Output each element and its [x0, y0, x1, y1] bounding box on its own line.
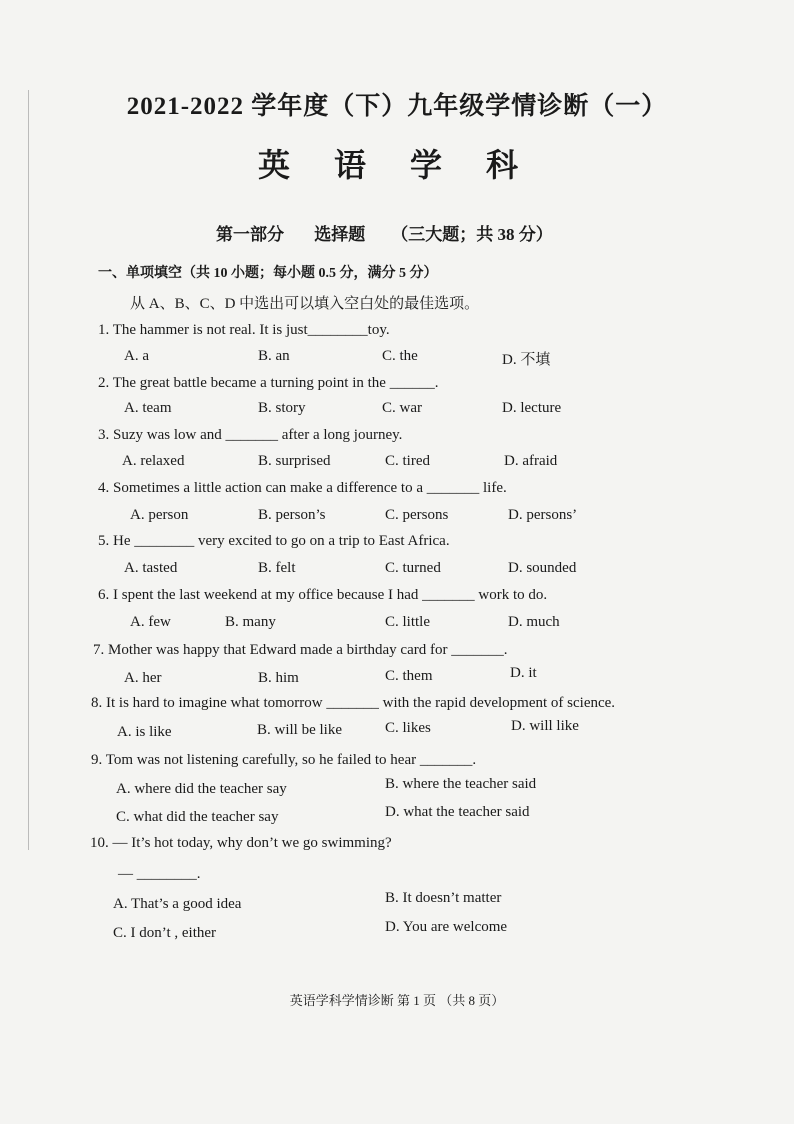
question-6-option-c: C. little	[385, 614, 430, 630]
question-7: 7. Mother was happy that Edward made a birthday card for _______.	[93, 642, 508, 658]
question-1: 1. The hammer is not real. It is just________toy.	[98, 322, 390, 338]
question-9-option-c: C. what did the teacher say	[116, 809, 279, 825]
question-4-option-b: B. person’s	[258, 507, 326, 523]
question-10-option-d: D. You are welcome	[385, 919, 508, 935]
question-7-option-d: D. it	[510, 665, 537, 681]
question-10-option-b: B. It doesn’t matter	[385, 890, 502, 906]
question-7-option-b: B. him	[258, 670, 299, 686]
question-5-option-d: D. sounded	[508, 560, 577, 576]
question-2-option-d: D. lecture	[502, 400, 562, 416]
question-7-option-c: C. them	[385, 668, 433, 684]
question-1-option-d: D. 不填	[502, 352, 551, 368]
question-5-option-c: C. turned	[385, 560, 441, 576]
question-8-option-b: B. will be like	[257, 722, 342, 738]
part-name: 第一部分	[216, 225, 284, 244]
question-9-option-d: D. what the teacher said	[385, 804, 530, 820]
question-4-option-a: A. person	[130, 507, 189, 523]
question-3-option-d: D. afraid	[504, 453, 558, 469]
part-info: （三大题；共 38 分）	[391, 225, 553, 244]
question-5-option-a: A. tasted	[124, 560, 178, 576]
part-type: 选择题	[314, 225, 366, 244]
section-instruction: 从 A、B、C、D 中选出可以填入空白处的最佳选项。	[130, 296, 480, 312]
question-3-option-b: B. surprised	[258, 453, 331, 469]
question-5: 5. He ________ very excited to go on a trip to East Africa.	[98, 533, 450, 549]
question-8: 8. It is hard to imagine what tomorrow _______ with the rapid development of science.	[91, 695, 616, 711]
question-10-option-c: C. I don’t , either	[113, 925, 217, 941]
question-3-option-c: C. tired	[385, 453, 430, 469]
question-6-option-b: B. many	[225, 614, 276, 630]
question-9: 9. Tom was not listening carefully, so he failed to hear _______.	[91, 752, 477, 768]
question-7-option-a: A. her	[124, 670, 162, 686]
question-2-option-c: C. war	[382, 400, 422, 416]
question-8-option-c: C. likes	[385, 720, 431, 736]
question-6-option-a: A. few	[130, 614, 171, 630]
question-3: 3. Suzy was low and _______ after a long journey.	[98, 427, 403, 443]
question-2: 2. The great battle became a turning point in the ______.	[98, 375, 439, 391]
question-10-option-a: A. That’s a good idea	[113, 896, 242, 912]
question-6-option-d: D. much	[508, 614, 560, 630]
part-heading	[216, 220, 553, 245]
question-1-option-a: A. a	[124, 348, 149, 364]
question-8-option-a: A. is like	[117, 724, 172, 740]
question-9-option-a: A. where did the teacher say	[116, 781, 287, 797]
page-footer: 英语学科学情诊断 第 1 页 （共 8 页）	[289, 993, 505, 1008]
question-3-option-a: A. relaxed	[122, 453, 185, 469]
question-2-option-b: B. story	[258, 400, 306, 416]
question-10-reply: — ________.	[118, 866, 201, 882]
question-6: 6. I spent the last weekend at my office because I had _______ work to do.	[98, 587, 548, 603]
question-4-option-c: C. persons	[385, 507, 449, 523]
question-4: 4. Sometimes a little action can make a difference to a _______ life.	[98, 480, 507, 496]
question-2-option-a: A. team	[124, 400, 172, 416]
subject-title: 英 语 学 科	[257, 147, 536, 183]
binding-line	[28, 90, 29, 850]
question-1-option-c: C. the	[382, 348, 418, 364]
question-9-option-b: B. where the teacher said	[385, 776, 537, 792]
section-title: 一、单项填空（共 10 小题；每小题 0.5 分，满分 5 分）	[98, 266, 438, 281]
question-5-option-b: B. felt	[258, 560, 296, 576]
question-4-option-d: D. persons’	[508, 507, 578, 523]
question-10: 10. — It’s hot today, why don’t we go swimming?	[90, 835, 392, 851]
question-8-option-d: D. will like	[511, 718, 579, 734]
question-1-option-b: B. an	[258, 348, 290, 364]
exam-title: 2021-2022 学年度（下）九年级学情诊断（一）	[126, 93, 668, 120]
